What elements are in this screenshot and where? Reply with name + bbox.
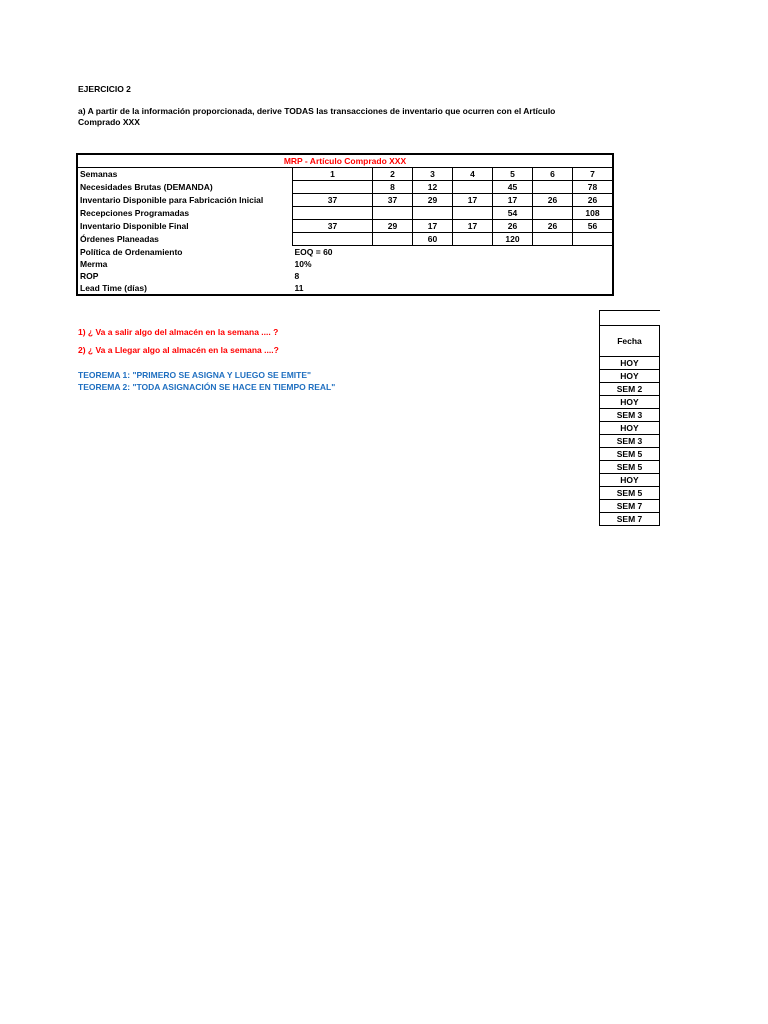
fecha-row [600,370,660,383]
mrp-cell: 12 [413,181,453,194]
mrp-cell: 29 [413,194,453,207]
fecha-cell: SEM 3 [600,435,660,448]
policy-label: Merma [80,259,108,269]
mrp-body [77,168,613,296]
mrp-cell [453,207,493,220]
mrp-cell: 2 [373,168,413,181]
mrp-cell: 120 [493,233,533,246]
theorem-2: TEOREMA 2: "TODA ASIGNACIÓN SE HACE EN TIEMPO REAL" [78,382,336,392]
policy-label: ROP [80,271,99,281]
fecha-row [600,487,660,500]
mrp-row-label: Inventario Disponible Final [77,220,293,233]
mrp-cell: 3 [413,168,453,181]
mrp-row [77,207,613,220]
fecha-row [600,448,660,461]
mrp-cell: 1 [293,168,373,181]
mrp-table [76,153,614,296]
mrp-cell: 29 [373,220,413,233]
fecha-cell: SEM 5 [600,487,660,500]
mrp-cell: 37 [293,220,373,233]
policy-value: 11 [294,283,304,293]
mrp-cell: 17 [413,220,453,233]
mrp-cell: 37 [293,194,373,207]
exercise-title: EJERCICIO 2 [78,84,131,94]
fecha-cell: HOY [600,370,660,383]
fecha-row [600,435,660,448]
policy-row [77,282,613,295]
mrp-cell: 26 [533,220,573,233]
fecha-row [600,383,660,396]
fecha-row [600,396,660,409]
mrp-cell: 108 [573,207,614,220]
mrp-cell: 6 [533,168,573,181]
mrp-cell: 17 [453,194,493,207]
mrp-cell [533,207,573,220]
fecha-row [600,422,660,435]
policy-row [77,270,613,282]
fecha-row [600,500,660,513]
mrp-row-label: Órdenes Planeadas [77,233,293,246]
mrp-cell: 54 [493,207,533,220]
mrp-cell: 4 [453,168,493,181]
mrp-cell: 17 [493,194,533,207]
fecha-top-row [600,311,660,326]
mrp-row-label: Recepciones Programadas [77,207,293,220]
mrp-row-label: Semanas [77,168,293,181]
mrp-row [77,220,613,233]
mrp-row [77,181,613,194]
mrp-cell: 26 [493,220,533,233]
fecha-body [600,357,660,526]
mrp-cell: 26 [573,194,614,207]
mrp-row [77,168,613,181]
fecha-cell: HOY [600,396,660,409]
mrp-row [77,233,613,246]
mrp-cell: 37 [373,194,413,207]
mrp-cell: 5 [493,168,533,181]
policy-row [77,246,613,259]
mrp-cell [573,233,614,246]
mrp-cell [453,181,493,194]
fecha-header-row [600,326,660,357]
mrp-row-label: Inventario Disponible para Fabricación Inicial [77,194,293,207]
mrp-header-row [77,154,613,168]
mrp-table-title: MRP - Artículo Comprado XXX [77,154,613,168]
mrp-cell: 60 [413,233,453,246]
fecha-cell: SEM 5 [600,448,660,461]
mrp-cell [373,233,413,246]
mrp-cell [533,233,573,246]
fecha-top-cell [600,311,660,326]
fecha-row [600,409,660,422]
mrp-cell: 8 [373,181,413,194]
policy-label: Lead Time (días) [80,283,147,293]
mrp-cell: 78 [573,181,614,194]
mrp-cell [293,233,373,246]
fecha-row [600,474,660,487]
mrp-cell: 7 [573,168,614,181]
policy-row [77,258,613,270]
policy-value: EOQ = 60 [294,247,333,257]
fecha-row [600,357,660,370]
mrp-cell [293,181,373,194]
mrp-row-label: Necesidades Brutas (DEMANDA) [77,181,293,194]
fecha-table [599,310,660,526]
policy-value: 10% [294,259,312,269]
mrp-cell [533,181,573,194]
fecha-cell: SEM 7 [600,500,660,513]
mrp-cell: 56 [573,220,614,233]
fecha-header: Fecha [600,326,660,357]
question-2: 2) ¿ Va a Llegar algo al almacén en la semana ....? [78,345,279,355]
fecha-cell: SEM 5 [600,461,660,474]
mrp-cell [413,207,453,220]
policy-label: Política de Ordenamiento [80,246,183,257]
policy-value: 8 [294,271,300,281]
fecha-row [600,513,660,526]
fecha-cell: HOY [600,422,660,435]
fecha-cell: SEM 3 [600,409,660,422]
instruction-text: a) A partir de la información proporcionada, derive TODAS las transacciones de inventario que ocurren con el Artículo Comprado XXX [78,106,556,127]
theorem-1: TEOREMA 1: "PRIMERO SE ASIGNA Y LUEGO SE EMITE" [78,370,312,380]
mrp-cell: 45 [493,181,533,194]
fecha-cell: HOY [600,474,660,487]
mrp-cell: 26 [533,194,573,207]
fecha-cell: SEM 7 [600,513,660,526]
mrp-cell [293,207,373,220]
mrp-cell [373,207,413,220]
mrp-row [77,194,613,207]
mrp-cell [453,233,493,246]
mrp-cell: 17 [453,220,493,233]
fecha-row [600,461,660,474]
fecha-cell: SEM 2 [600,383,660,396]
fecha-cell: HOY [600,357,660,370]
question-1: 1) ¿ Va a salir algo del almacén en la semana .... ? [78,327,279,337]
